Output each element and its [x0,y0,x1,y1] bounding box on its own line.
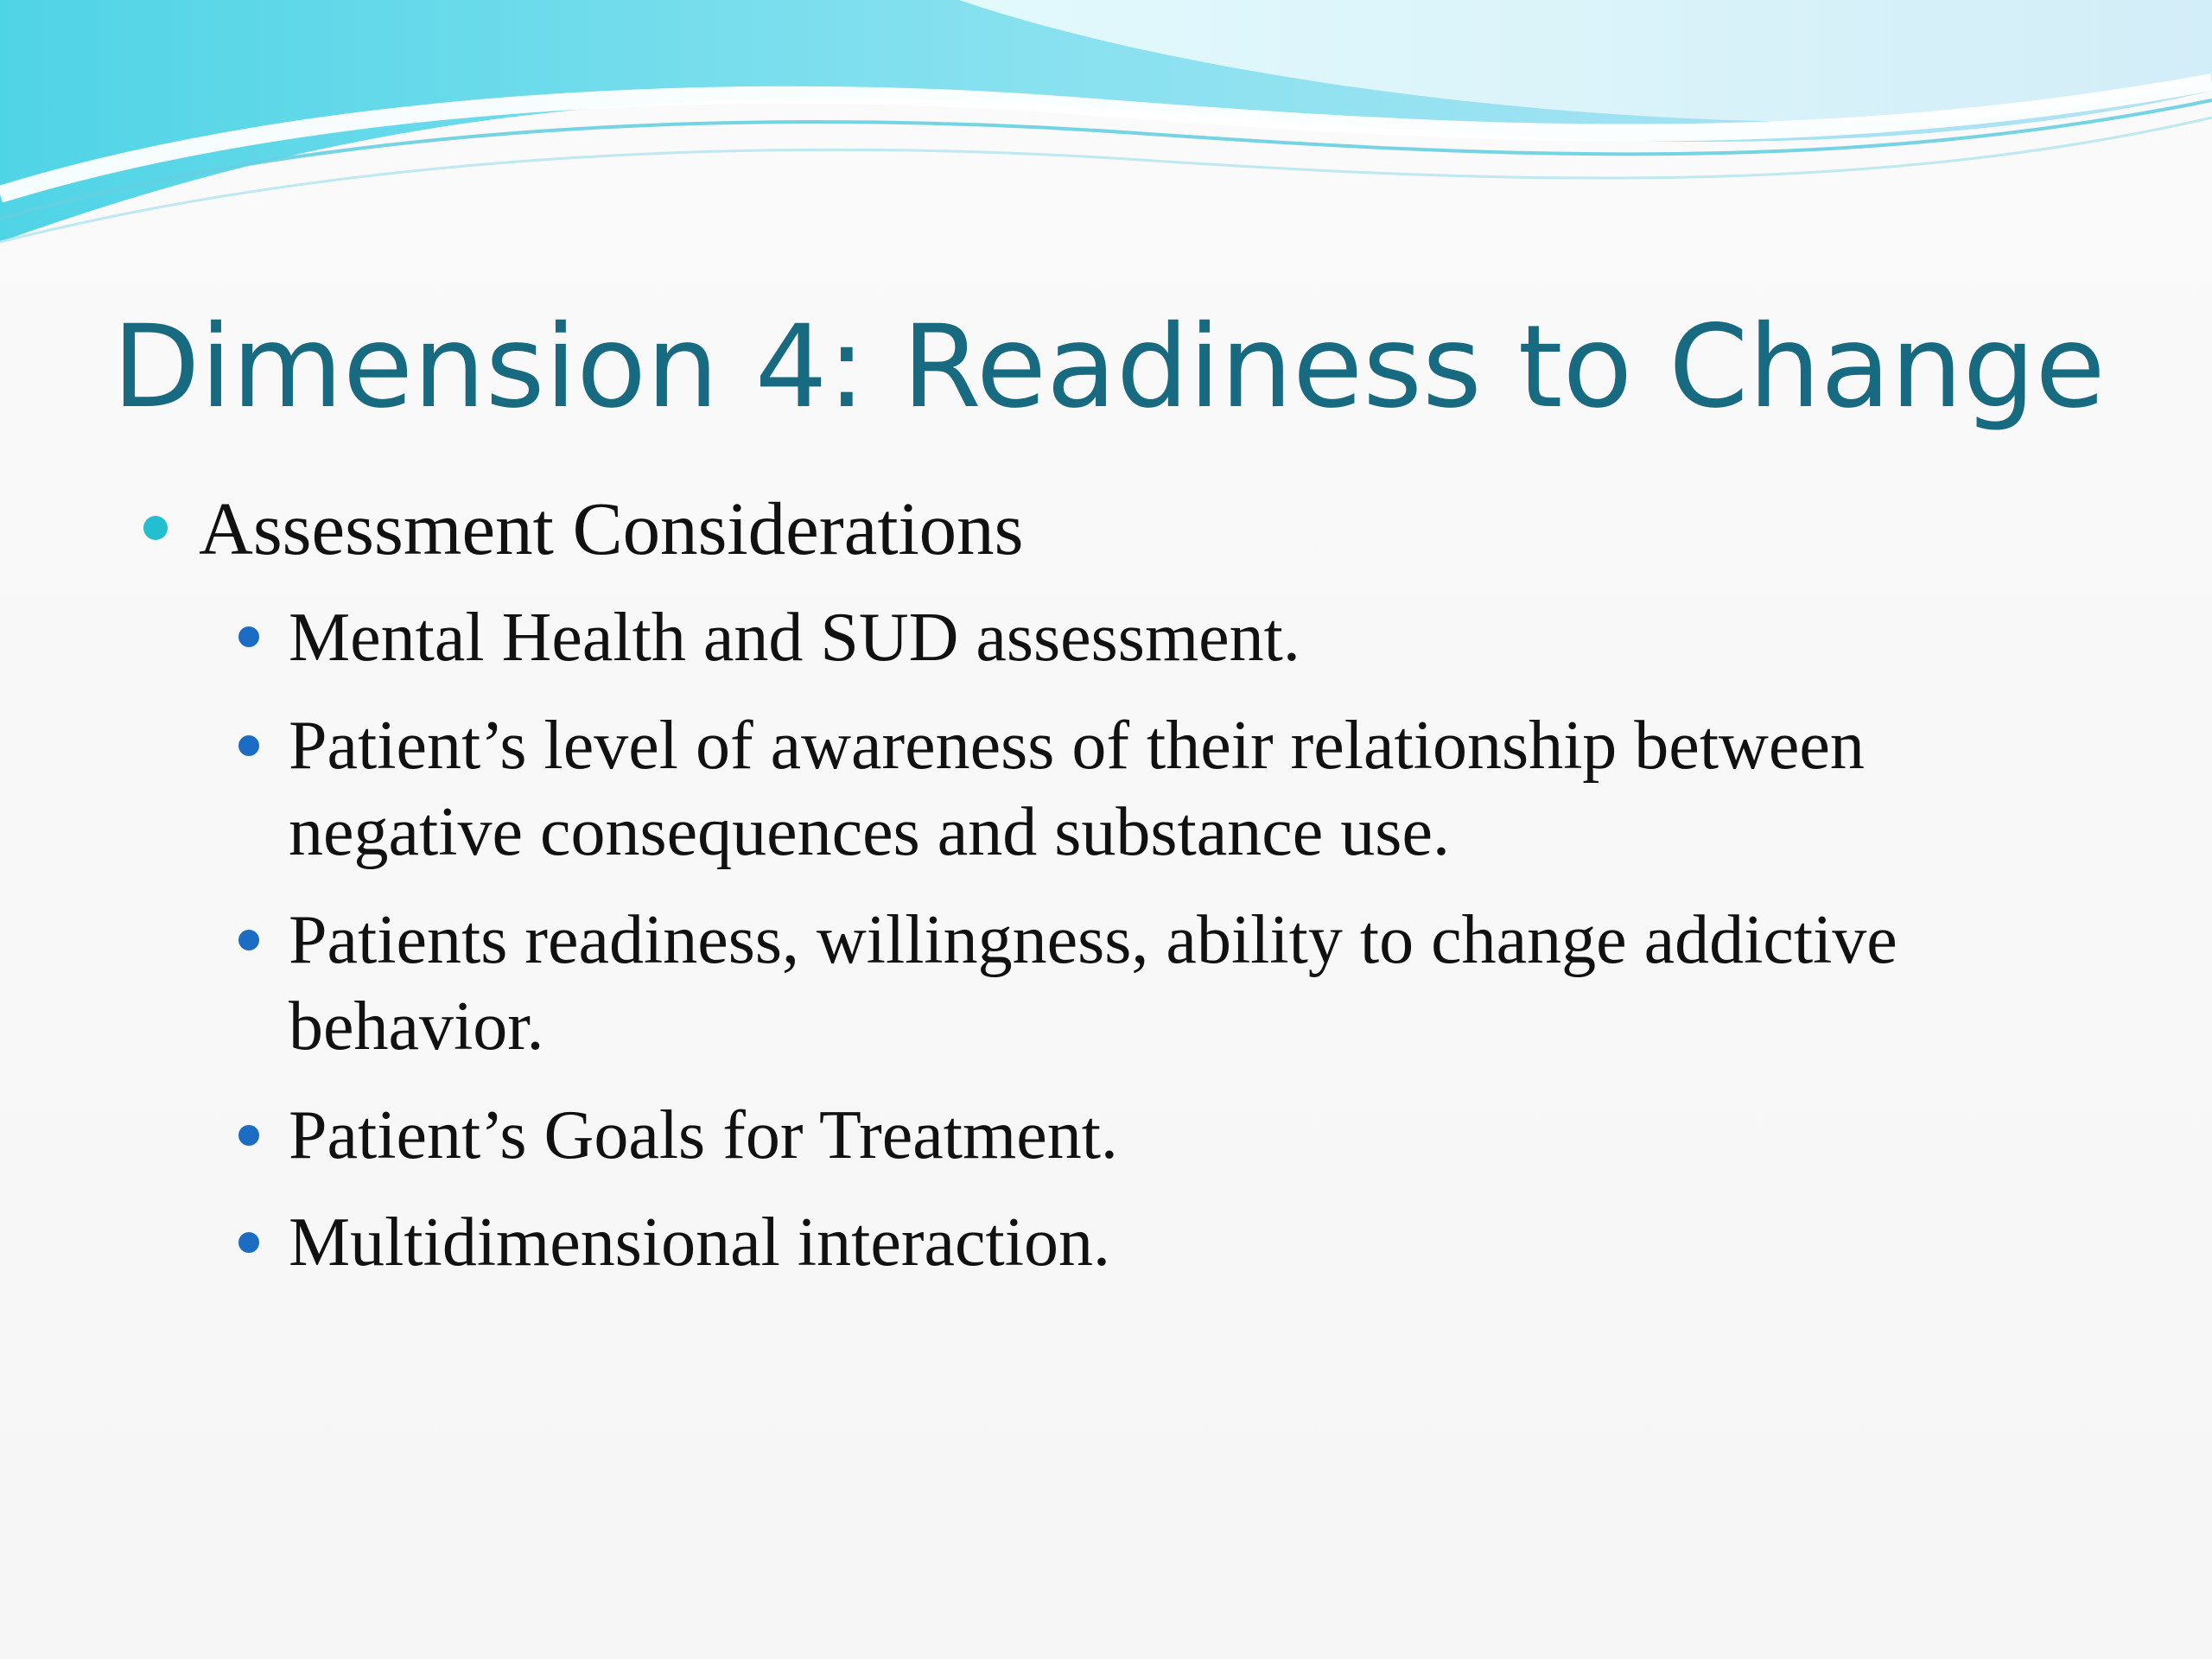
bullet-dot-icon [238,626,259,647]
sub-bullet-item: Patient’s level of awareness of their relationship between negative consequences and substance use. [289,708,1865,870]
slide-title: Dimension 4: Readiness to Change [112,301,2106,434]
bullet-dot-icon [143,516,168,540]
sub-bullet-item: Patient’s Goals for Treatment. [289,1097,1118,1173]
sub-bullet-item: Multidimensional interaction. [289,1205,1110,1281]
sub-bullet-item: Patients readiness, willingness, ability to change addictive behavior. [289,902,1897,1065]
bullet-dot-icon [238,930,259,950]
assessment-heading: Assessment Considerations [199,486,1024,570]
bullet-dot-icon [238,1125,259,1146]
bullet-dot-icon [238,735,259,756]
sub-bullet-item: Mental Health and SUD assessment. [289,600,1300,676]
bullet-dot-icon [238,1232,259,1253]
